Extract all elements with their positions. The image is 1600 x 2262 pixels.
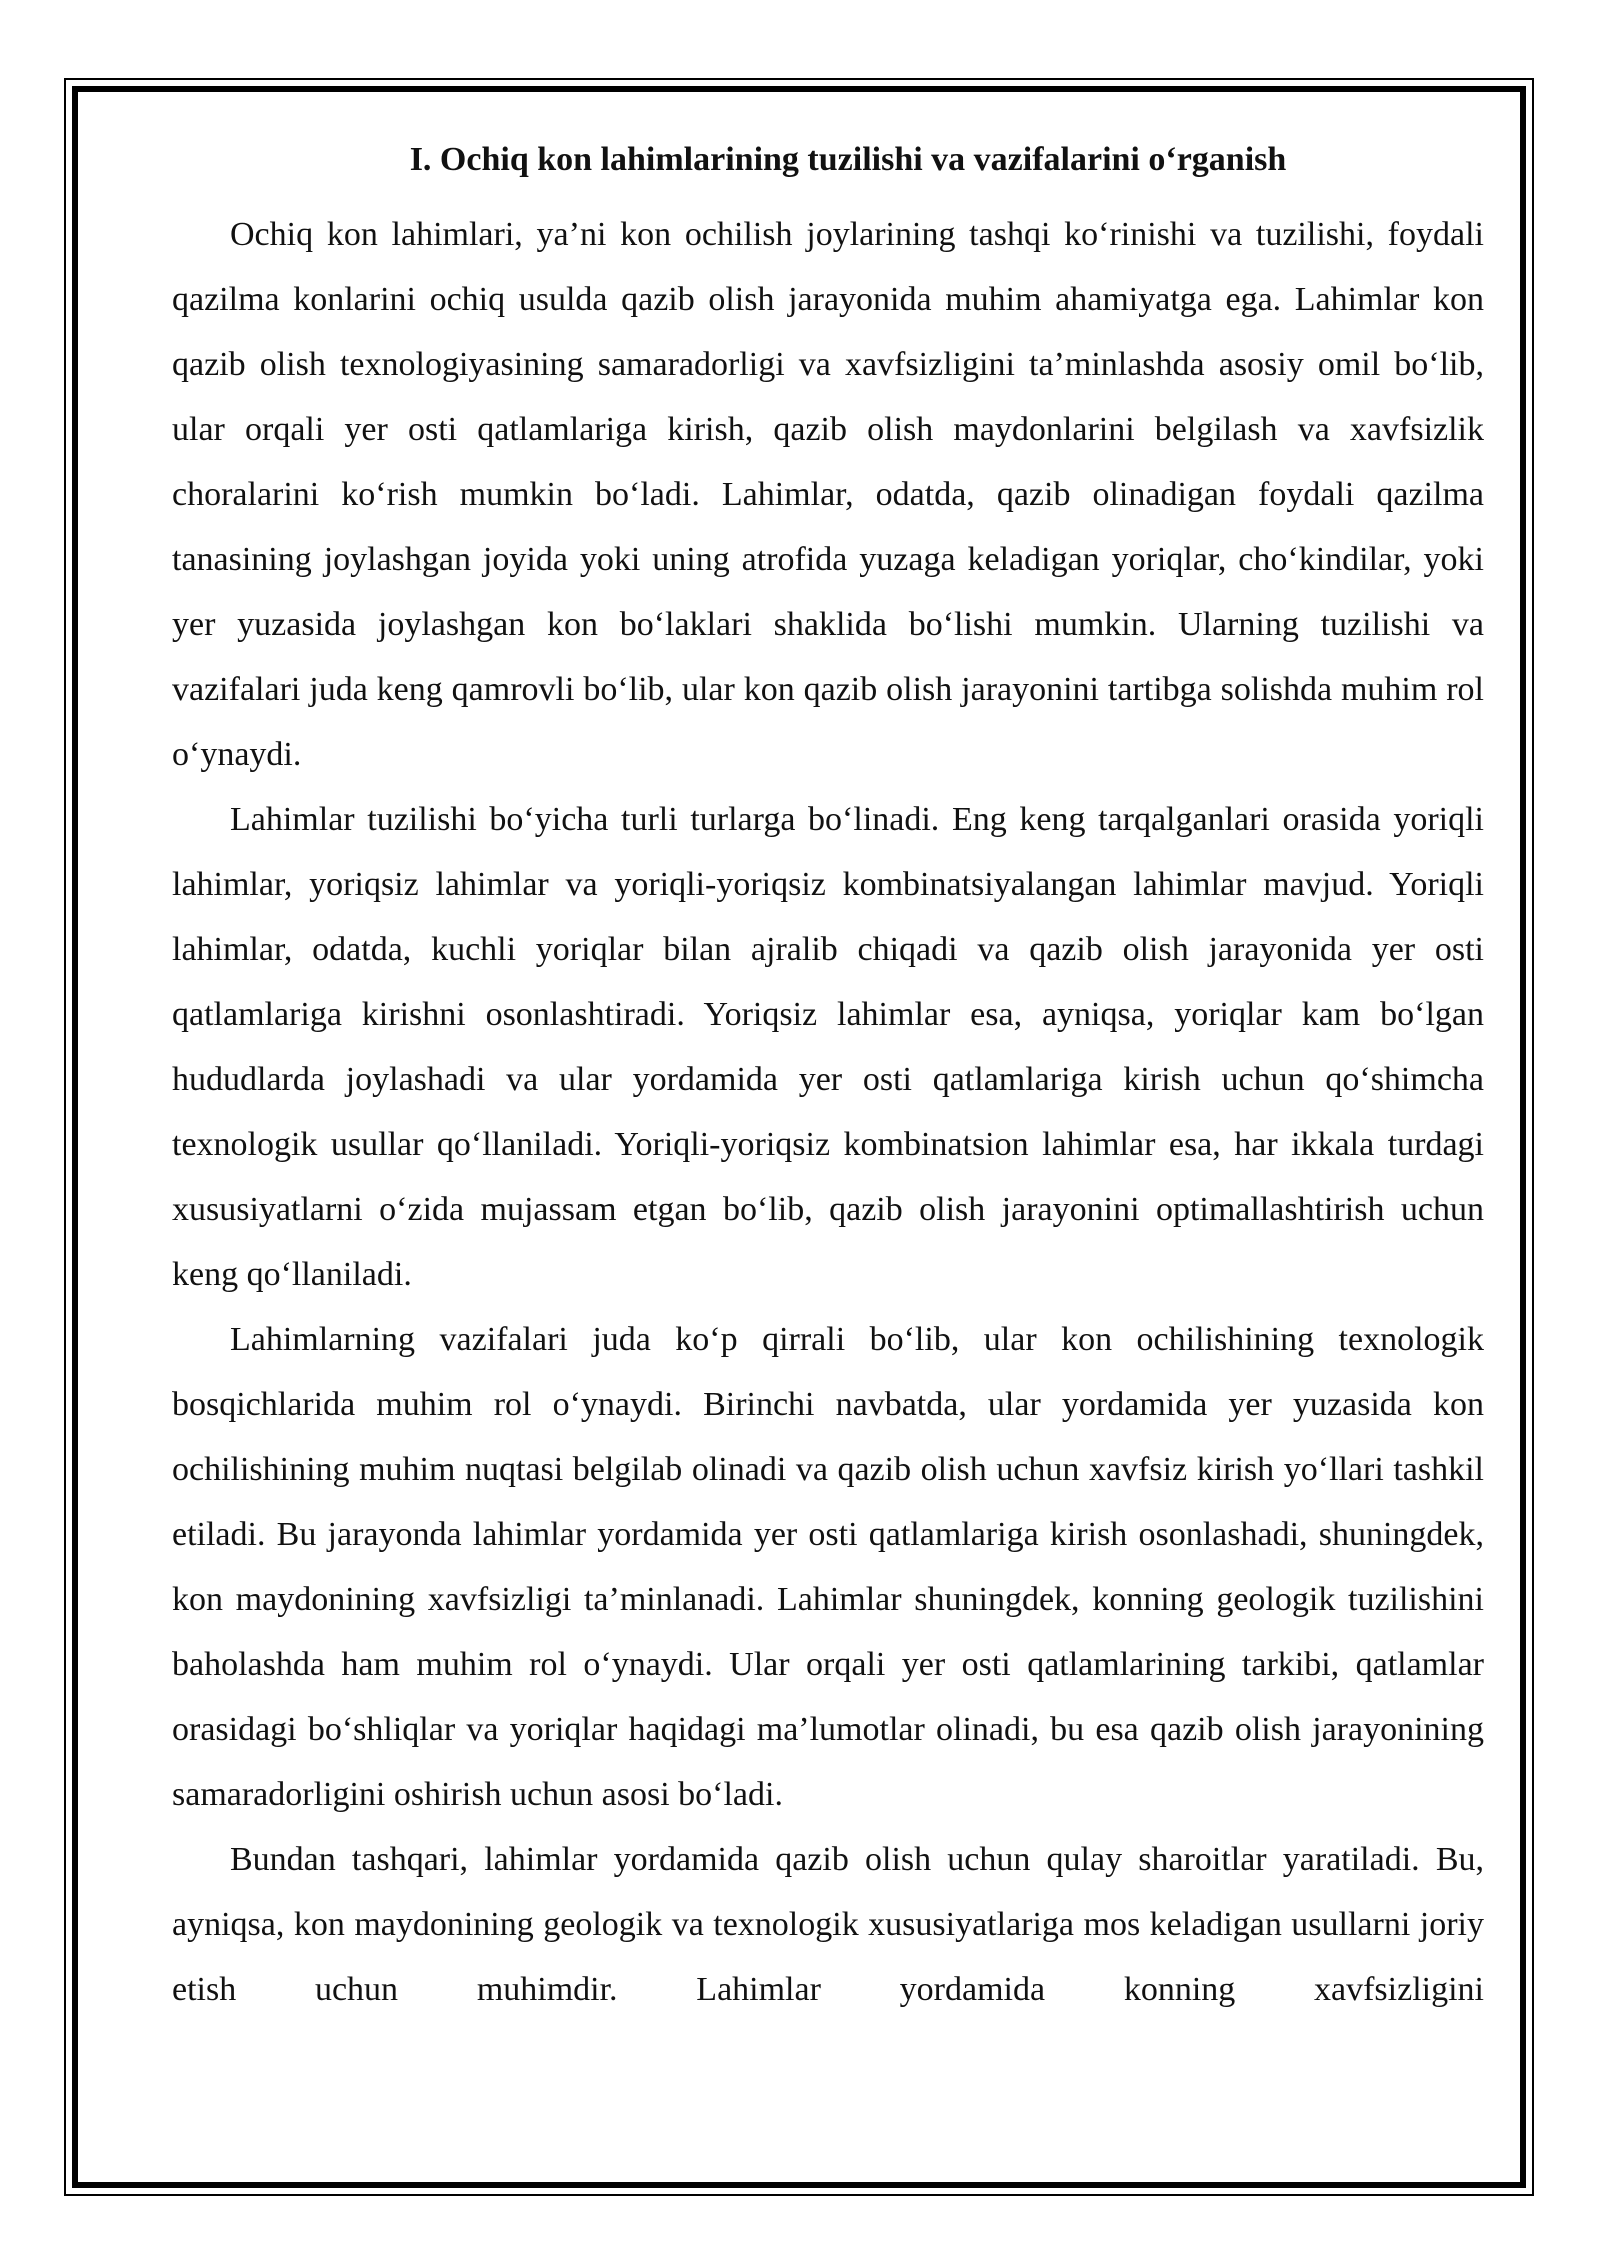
paragraph-3: Lahimlarning vazifalari juda ko‘p qirrali bo‘lib, ular kon ochilishining texnologik bosqichlarida muhim rol o‘ynaydi. Birinchi navbatda, ular yordamida yer yuzasida kon ochilishining muhim nuqtasi belgilab olinadi va qazib olish uchun xavfsiz kirish yo‘llari tashkil etiladi. Bu jarayonda lahimlar yordamida yer osti qatlamlariga kirish osonlashadi, shuningdek, kon maydonining xavfsizligi ta’minlanadi. Lahimlar shuningdek, konning geologik tuzilishini baholashda ham muhim rol o‘ynaydi. Ular orqali yer osti qatlamlarining tarkibi, qatlamlar orasidagi bo‘shliqlar va yoriqlar haqidagi ma’lumotlar olinadi, bu esa qazib olish jarayonining samaradorligini oshirish uchun asosi bo‘ladi. xyxy=(172,1321,1484,1813)
paragraph-2: Lahimlar tuzilishi bo‘yicha turli turlarga bo‘linadi. Eng keng tarqalganlari orasida yoriqli lahimlar, yoriqsiz lahimlar va yoriqli-yoriqsiz kombinatsiyalangan lahimlar mavjud. Yoriqli lahimlar, odatda, kuchli yoriqlar bilan ajralib chiqadi va qazib olish jarayonida yer osti qatlamlariga kirishni osonlashtiradi. Yoriqsiz lahimlar esa, ayniqsa, yoriqlar kam bo‘lgan hududlarda joylashadi va ular yordamida yer osti qatlamlariga kirish uchun qo‘shimcha texnologik usullar qo‘llaniladi. Yoriqli-yoriqsiz kombinatsion lahimlar esa, har ikkala turdagi xususiyatlarni o‘zida mujassam etgan bo‘lib, qazib olish jarayonini optimallashtirish uchun keng qo‘llaniladi. xyxy=(172,801,1484,1293)
document-body xyxy=(172,130,1484,2022)
document-title: I. Ochiq kon lahimlarining tuzilishi va vazifalarini o‘rganish xyxy=(409,141,1287,178)
paragraph-1: Ochiq kon lahimlari, ya’ni kon ochilish joylarining tashqi ko‘rinishi va tuzilishi, foydali qazilma konlarini ochiq usulda qazib olish jarayonida muhim ahamiyatga ega. Lahimlar kon qazib olish texnologiyasining samaradorligi va xavfsizligini ta’minlashda asosiy omil bo‘lib, ular orqali yer osti qatlamlariga kirish, qazib olish maydonlarini belgilash va xavfsizlik choralarini ko‘rish mumkin bo‘ladi. Lahimlar, odatda, qazib olinadigan foydali qazilma tanasining joylashgan joyida yoki uning atrofida yuzaga keladigan yoriqlar, cho‘kindilar, yoki yer yuzasida joylashgan kon bo‘laklari shaklida bo‘lishi mumkin. Ularning tuzilishi va vazifalari juda keng qamrovli bo‘lib, ular kon qazib olish jarayonini tartibga solishda muhim rol o‘ynaydi. xyxy=(172,216,1484,773)
paragraph-4: Bundan tashqari, lahimlar yordamida qazib olish uchun qulay sharoitlar yaratiladi. Bu, ayniqsa, kon maydonining geologik va texnologik xususiyatlariga mos keladigan usullarni joriy etish uchun muhimdir. Lahimlar yordamida konning xavfsizligini xyxy=(172,1841,1484,2008)
